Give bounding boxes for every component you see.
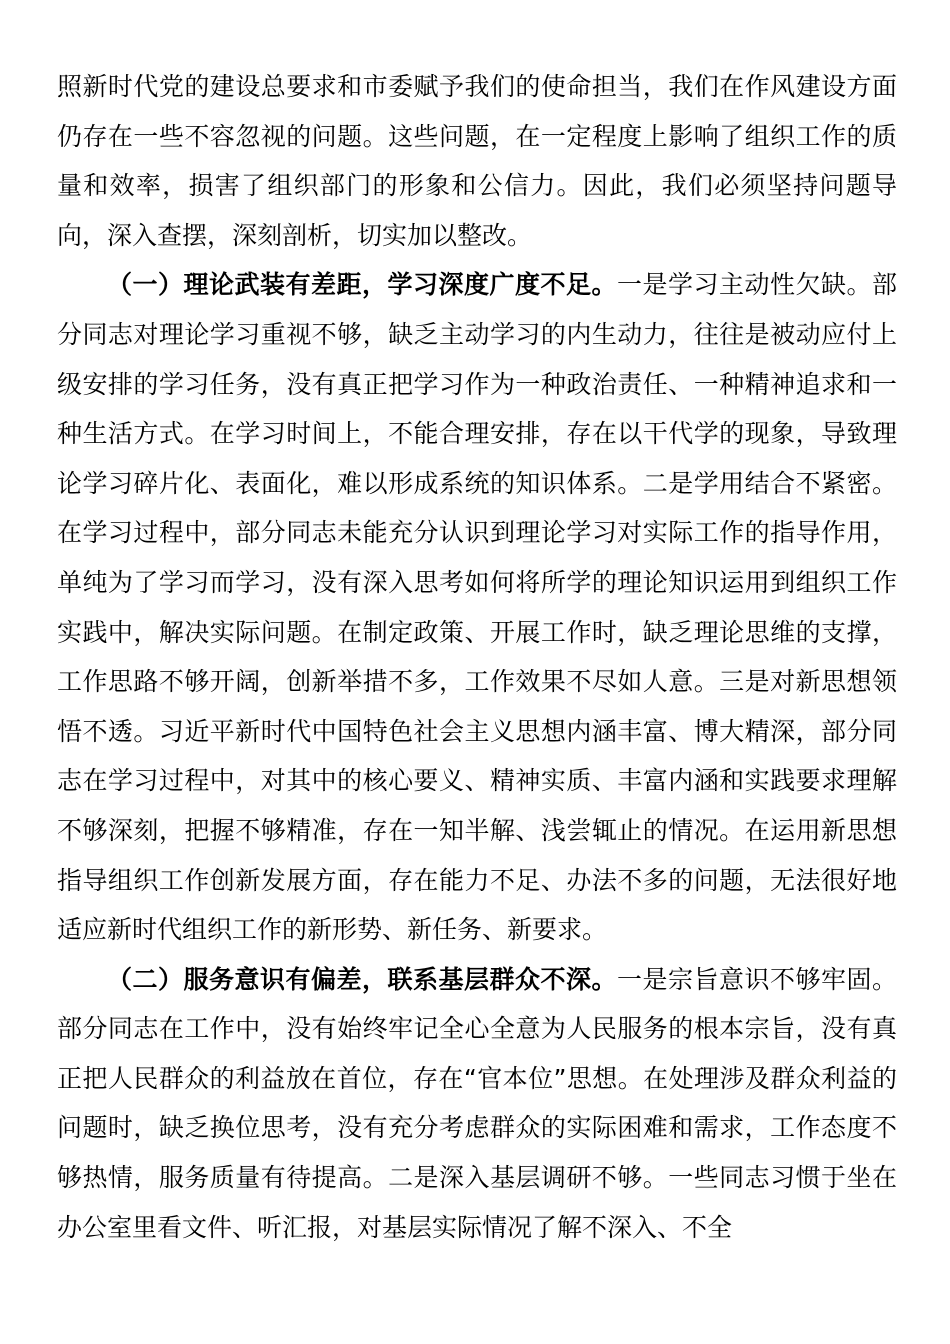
paragraph-text: 一是宗旨意识不够牢固。部分同志在工作中，没有始终牢记全心全意为人民服务的根本宗旨，没有真正把人民群众的利益放在首位，存在“官本位”思想。在处理涉及群众利益的问题时，缺乏换位思考，没有充分考虑群众的实际困难和需求，工作态度不够热情，服务质量有待提高。二是深入基层调研不够。一些同志习惯于坐在办公室里看文件、听汇报，对基层实际情况了解不深入、不全 (57, 964, 897, 1242)
paragraph-intro (57, 62, 897, 260)
section-heading: （一）理论武装有差距，学习深度广度不足。 (107, 270, 617, 300)
paragraph-section-2 (57, 955, 897, 1253)
paragraph-text: 照新时代党的建设总要求和市委赋予我们的使命担当，我们在作风建设方面仍存在一些不容忽视的问题。这些问题，在一定程度上影响了组织工作的质量和效率，损害了组织部门的形象和公信力。因此，我们必须坚持问题导向，深入查摆，深刻剖析，切实加以整改。 (57, 72, 897, 250)
paragraph-section-1 (57, 260, 897, 954)
document-body (57, 62, 897, 1252)
section-heading: （二）服务意识有偏差，联系基层群众不深。 (107, 964, 617, 994)
paragraph-text: 一是学习主动性欠缺。部分同志对理论学习重视不够，缺乏主动学习的内生动力，往往是被动应付上级安排的学习任务，没有真正把学习作为一种政治责任、一种精神追求和一种生活方式。在学习时间上，不能合理安排，存在以干代学的现象，导致理论学习碎片化、表面化，难以形成系统的知识体系。二是学用结合不紧密。在学习过程中，部分同志未能充分认识到理论学习对实际工作的指导作用，单纯为了学习而学习，没有深入思考如何将所学的理论知识运用到组织工作实践中，解决实际问题。在制定政策、开展工作时，缺乏理论思维的支撑，工作思路不够开阔，创新举措不多，工作效果不尽如人意。三是对新思想领悟不透。习近平新时代中国特色社会主义思想内涵丰富、博大精深，部分同志在学习过程中，对其中的核心要义、精神实质、丰富内涵和实践要求理解不够深刻，把握不够精准，存在一知半解、浅尝辄止的情况。在运用新思想指导组织工作创新发展方面，存在能力不足、办法不多的问题，无法很好地适应新时代组织工作的新形势、新任务、新要求。 (57, 270, 897, 945)
